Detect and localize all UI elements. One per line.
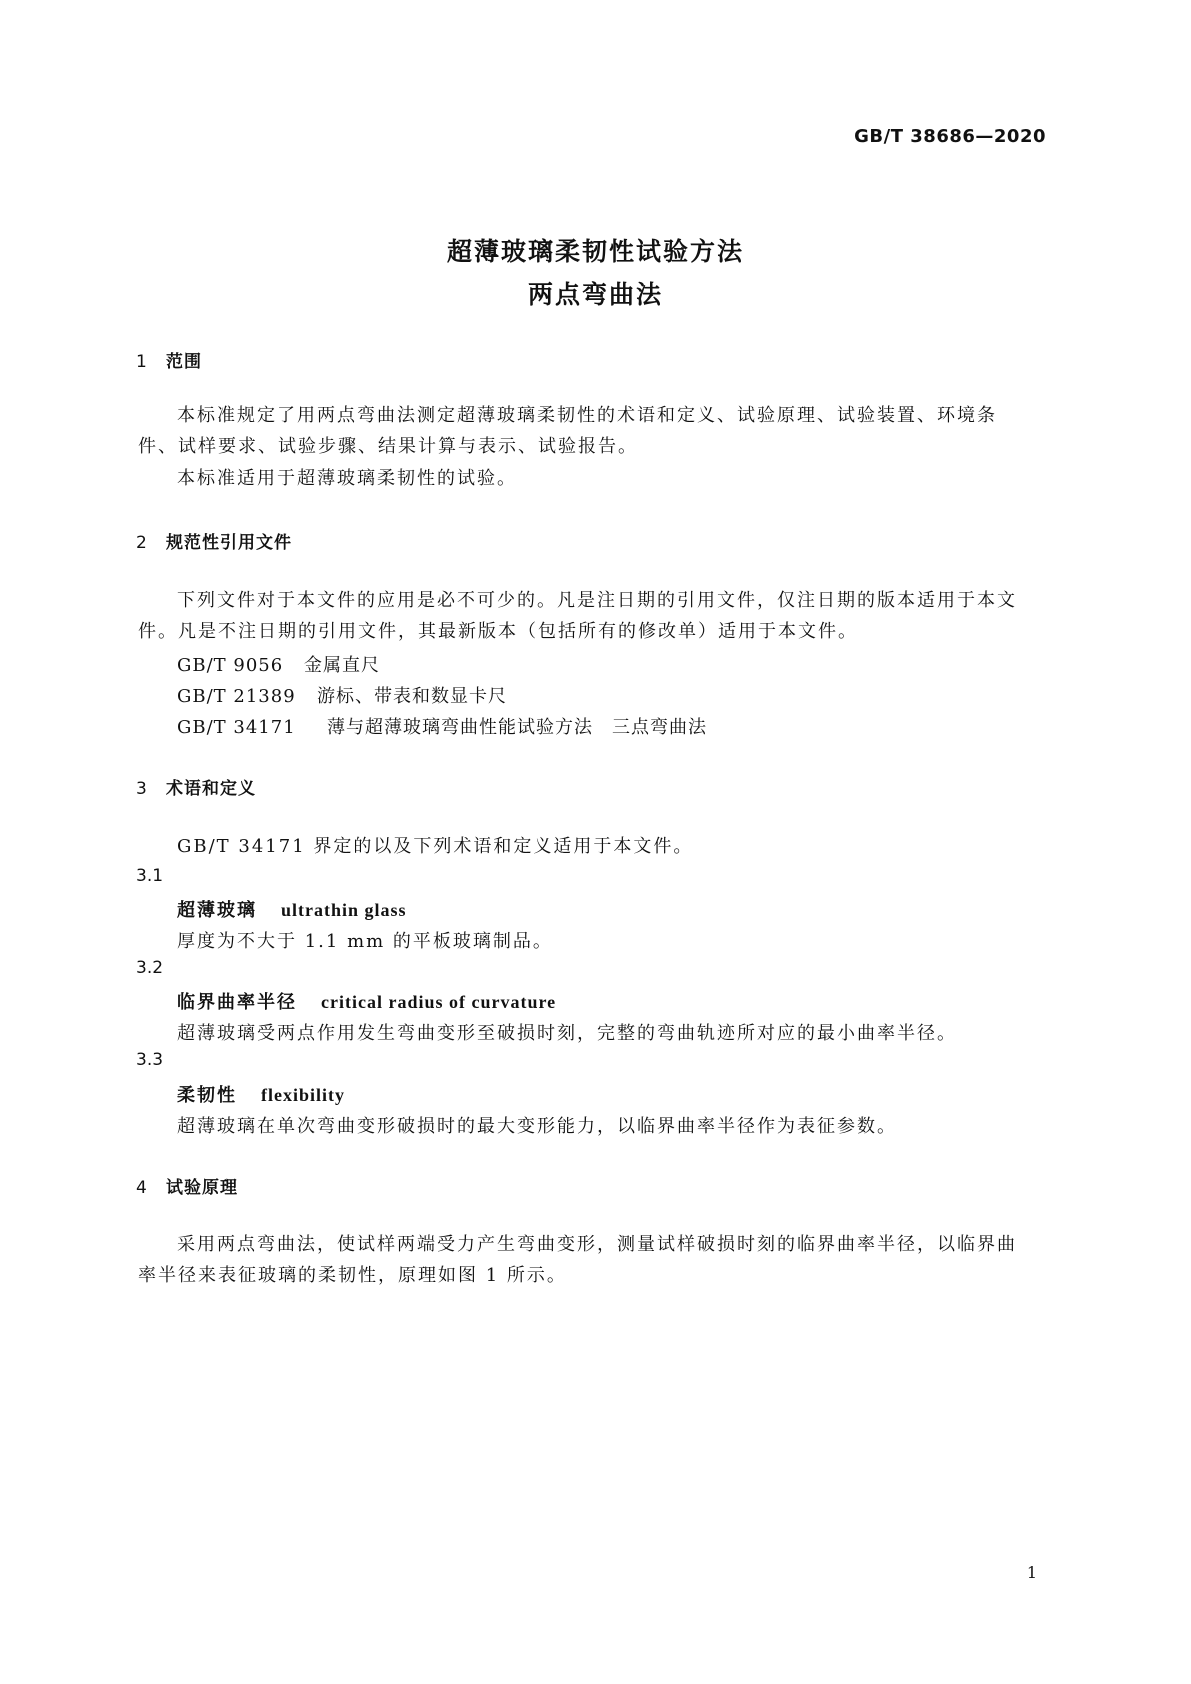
section-1-paragraph-2: 本标准适用于超薄玻璃柔韧性的试验。 xyxy=(177,468,517,489)
reference-title: 薄与超薄玻璃弯曲性能试验方法 三点弯曲法 xyxy=(327,717,707,738)
standard-code: GB/T 38686—2020 xyxy=(854,126,1046,147)
section-title: 范围 xyxy=(166,352,202,372)
section-title: 术语和定义 xyxy=(166,779,256,799)
section-number: 4 xyxy=(136,1178,148,1198)
term-title xyxy=(177,1081,345,1107)
reference-title: 金属直尺 xyxy=(304,655,380,676)
section-1-heading xyxy=(136,347,202,372)
document-subtitle: 两点弯曲法 xyxy=(527,280,663,309)
reference-item xyxy=(177,682,507,708)
term-zh: 柔韧性 xyxy=(177,1085,237,1106)
term-definition: 厚度为不大于 1.1 mm 的平板玻璃制品。 xyxy=(177,931,553,952)
term-en: critical radius of curvature xyxy=(321,992,557,1012)
term-en: flexibility xyxy=(261,1085,345,1105)
section-4-heading xyxy=(136,1173,238,1198)
section-3-paragraph-1: GB/T 34171 界定的以及下列术语和定义适用于本文件。 xyxy=(177,836,694,857)
section-number: 2 xyxy=(136,533,148,553)
term-definition: 超薄玻璃受两点作用发生弯曲变形至破损时刻，完整的弯曲轨迹所对应的最小曲率半径。 xyxy=(177,1023,957,1044)
section-4-paragraph-1: 采用两点弯曲法，使试样两端受力产生弯曲变形，测量试样破损时刻的临界曲率半径，以临界曲率半径来表征玻璃的柔韧性，原理如图 1 所示。 xyxy=(138,1234,1017,1286)
reference-code: GB/T 34171 xyxy=(177,717,296,738)
term-title xyxy=(177,988,556,1014)
reference-code: GB/T 9056 xyxy=(177,655,284,676)
document-title: 超薄玻璃柔韧性试验方法 xyxy=(446,237,744,266)
section-number: 3 xyxy=(136,779,148,799)
term-number: 3.2 xyxy=(136,958,164,978)
term-definition: 超薄玻璃在单次弯曲变形破损时的最大变形能力，以临界曲率半径作为表征参数。 xyxy=(177,1116,897,1137)
reference-code: GB/T 21389 xyxy=(177,686,296,707)
section-title: 试验原理 xyxy=(166,1178,238,1198)
page-number: 1 xyxy=(1026,1563,1037,1582)
term-title xyxy=(177,896,407,922)
section-3-heading xyxy=(136,774,256,799)
term-number: 3.1 xyxy=(136,866,164,886)
term-en: ultrathin glass xyxy=(281,900,407,920)
reference-title: 游标、带表和数显卡尺 xyxy=(317,686,507,707)
section-1-paragraph-1: 本标准规定了用两点弯曲法测定超薄玻璃柔韧性的术语和定义、试验原理、试验装置、环境条件、试样要求、试验步骤、结果计算与表示、试验报告。 xyxy=(138,405,997,457)
reference-item xyxy=(177,713,707,739)
term-number: 3.3 xyxy=(136,1050,164,1070)
section-title: 规范性引用文件 xyxy=(166,533,292,553)
term-zh: 临界曲率半径 xyxy=(177,992,297,1013)
reference-item xyxy=(177,651,380,677)
term-zh: 超薄玻璃 xyxy=(177,900,257,921)
section-number: 1 xyxy=(136,352,148,372)
section-2-heading xyxy=(136,528,292,553)
section-2-paragraph-1: 下列文件对于本文件的应用是必不可少的。凡是注日期的引用文件，仅注日期的版本适用于本文件。凡是不注日期的引用文件，其最新版本（包括所有的修改单）适用于本文件。 xyxy=(138,590,1017,642)
